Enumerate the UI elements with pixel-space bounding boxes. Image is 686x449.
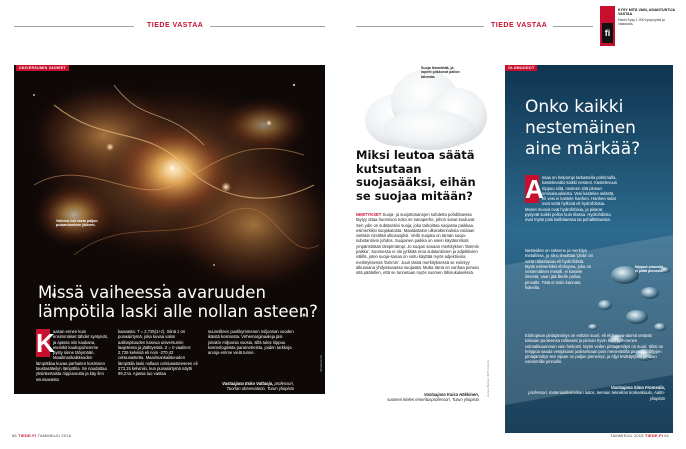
footer-right-issue: TAMMIKUU 2016 bbox=[610, 433, 644, 438]
left-credit-title: professori, Tuorlan observatorio, Turun yliopisto bbox=[226, 381, 294, 392]
middle-headline: Miksi leutoa säätä kutsutaan suojasääksi, eihän se suojaa mitään? bbox=[356, 148, 476, 203]
header-rule-right-1 bbox=[356, 26, 484, 27]
left-dropcap: K bbox=[36, 328, 55, 358]
header-rule-left-1 bbox=[14, 26, 134, 27]
middle-credit-title: suomen kielen emeritusprofessori, Turun yliopisto bbox=[387, 397, 479, 403]
left-credit bbox=[208, 381, 294, 392]
header-rule-left-2 bbox=[210, 26, 325, 27]
cloud-caption: Suoja lämmittää, ja lopeet pilkkovat pallon talvesta. bbox=[421, 66, 460, 79]
category-tag-right: OLOMUODOT bbox=[505, 65, 537, 71]
promo-book-logo: fi bbox=[602, 23, 613, 43]
footer-left-page: 66 bbox=[12, 433, 17, 438]
section-header-left: TIEDE VASTAA bbox=[147, 22, 204, 29]
footer-left bbox=[12, 433, 71, 438]
right-wide-col: Elohopean pintajännitys on erittäin suuri, eli elohopea-atomit vetävät toisiaan puoleensa rallavasti ja pinnan hyvin kuin kymmenen voimakkaamman vain heikosti. Myös veden pintajännitys on suuri. Siksi on helppoa saada vesipisarat juoksemaan pois meneväsiltä pinnoilta. Öljyjen pintajännitys sen sijaan on paljon pienempi, ja öljyt levittäytyvät pintaan useimmille pinnoille. bbox=[525, 333, 664, 365]
water-drop-panel bbox=[505, 65, 673, 433]
promo-subtitle: Hanki Kysy 1 000 kysymystä ja vastausta. bbox=[618, 18, 665, 27]
left-credit-name: Vastaajana Esko Valtaoja, bbox=[222, 381, 274, 386]
header-rule-right-2 bbox=[553, 26, 593, 27]
drops-caption: Nippavi pisaroita ei pitää pinnasta. bbox=[635, 265, 664, 274]
left-col1-text: aasan ennen kuin ensimmäiset tähdet syntyivät, ja ajassa niin kaukana, eteinikit kaukopuhemme pysty sinne tähymään. Maailmankaikkeuden lämpötilaa kuvaa parhaiten kosmisen taustasäteilyn lämpötila. Se noudattaa yksinkertaista riippuvuutta ja käy ilmi seuraavasta bbox=[36, 329, 108, 382]
right-dropcap: A bbox=[525, 174, 544, 204]
right-lead bbox=[525, 175, 617, 223]
middle-credit-name: Vastaajana Kaisa Häkkinen, bbox=[423, 392, 479, 397]
left-headline: Missä vaiheessa avaruuden lämpötila laski alle nollan asteen? bbox=[38, 283, 318, 321]
footer-left-issue: TAMMIKUU 2016 bbox=[37, 433, 72, 438]
middle-body bbox=[356, 212, 479, 276]
left-col3-text: suunnilleen puolikymmenen miljoonan vuoden ikäistä kosmosta. Virhemarginaaleja jäsi joitakin miljoonia vuosia, sillä tulos riippuu kosmologisista parametreista, joiden tarkkoja arvoja emme vielä tunne. bbox=[208, 329, 294, 356]
right-headline: Onko kaikki nestemäinen aine märkää? bbox=[525, 97, 641, 159]
middle-credit bbox=[356, 392, 479, 403]
nebula-image bbox=[14, 65, 325, 394]
category-tag-left: UNIVERSUMIN VAIHEET bbox=[16, 65, 69, 71]
promo-title: KYSY MITÄ VAIN, ASIANTUNTIJA VASTAA bbox=[618, 8, 675, 17]
right-credit-title: professori, materiaalitekniikan laitos, kemian tekniikan korkeakoulu, Aalto-yliopisto bbox=[528, 390, 665, 401]
middle-kicker: NIMITYKSET bbox=[356, 212, 382, 217]
right-credit-name: Vastaajana Sima Fromsdia, bbox=[610, 385, 665, 390]
right-lead-text: ssaa on helpompi tarkastella pohtimalla, kastelevatko kaikki nesteet. Kastelevuus riippuu siitä, nesteen sitä pinnan ominaisuuksista. Vesi kastelee selästä, eli vesi ei kastele hanhen. Hanhen sulat ovat vettä hylkiviä eli hydrofobisia. Monet muovit ovat hydrofobisia, ja pisarat pysyvät suikki pellon kuin tilassa. Hydrofobisia ovat myös pois kalibitaessa tai puhallettaessa. bbox=[525, 175, 617, 223]
nebula-caption: Vaikeus tuli vasta paljon pulaantumisen jälkeen. bbox=[56, 219, 98, 228]
left-col2-text: kaavasta: T = 2,725(1+z). Siinä z on punasiirtymä, joka kuvaa valon aallonpituuden kasvua universumin laajetessa ja jäähtyessä. Z = 0 vaaliten: 2,725 kelviniä eli noin -270,42 celsiusastetta. Maailmankaikkeuden lämpötila laski nollaan celsiusasteeseen eli 273,15 kelviniin, kun punasiirtymä näytti 99,2:ta. Ajassa tuo vastaa bbox=[118, 329, 198, 377]
middle-photo-credit: Hanna Bjarna / MTV Finans bbox=[486, 360, 490, 398]
nebula-photo-credit: Shutterstock bbox=[319, 355, 323, 372]
left-col1 bbox=[36, 329, 108, 382]
footer-right-brand: TIEDE.FI bbox=[644, 433, 664, 438]
footer-left-brand: TIEDE.FI bbox=[18, 433, 37, 438]
middle-body-text: Suoja- ja suojottosanojen suhdetta pohdittaessa täytyy ottaa huomioon koko se sanaperhe, johon sanat kuuluvat. Sen ydin on substantiivi suoja, joka tarkoittaa suojassa paikkaa, esimerkiksi suojakatosta. Maalaistalon ulkorakennuksia voidaan vieläkin nimittää ulkosuojiksi. Verbi suojata on tämän suoja-substantiivin johdos. Suojainen paikka on usein käytännössä ympäristöään lämpimämpi. Jo suojan sanaan merkityksen 'lämmin paikka'. Suomessa ei ole jyrkkää eroa sulatantiivien ja adjektiivien välillä, joten suoja-sanaa on voitu käyttää myös adjektiivina merkityksessä 'lämmin'. Juuri tässä merkityksessä se esiintyy alkuosana yhdyssanassa suojasää. Mutta tämä on vanhaa perusa sitä päätellen, että se tunnetaan myös suomen lähisukukielissä. bbox=[356, 212, 479, 276]
right-credit bbox=[525, 385, 665, 401]
right-narrow-col: Nesteiden on rakenne ja merkitys metallissa, ja siksi ilmoittaa 'pinta' on vettä rakastavaa eli hydrofiilistä. Myös esimerkiksi elohopea, joka on nestemäinen metalli, ei kastele ilmestä, vaan jää ilkelle palloa pinnalle. Tätä ei tosin kannata kokeilla. bbox=[525, 248, 593, 291]
section-header-right: TIEDE VASTAA bbox=[491, 22, 548, 29]
footer-right bbox=[610, 433, 669, 438]
footer-right-page: 61 bbox=[664, 433, 670, 438]
